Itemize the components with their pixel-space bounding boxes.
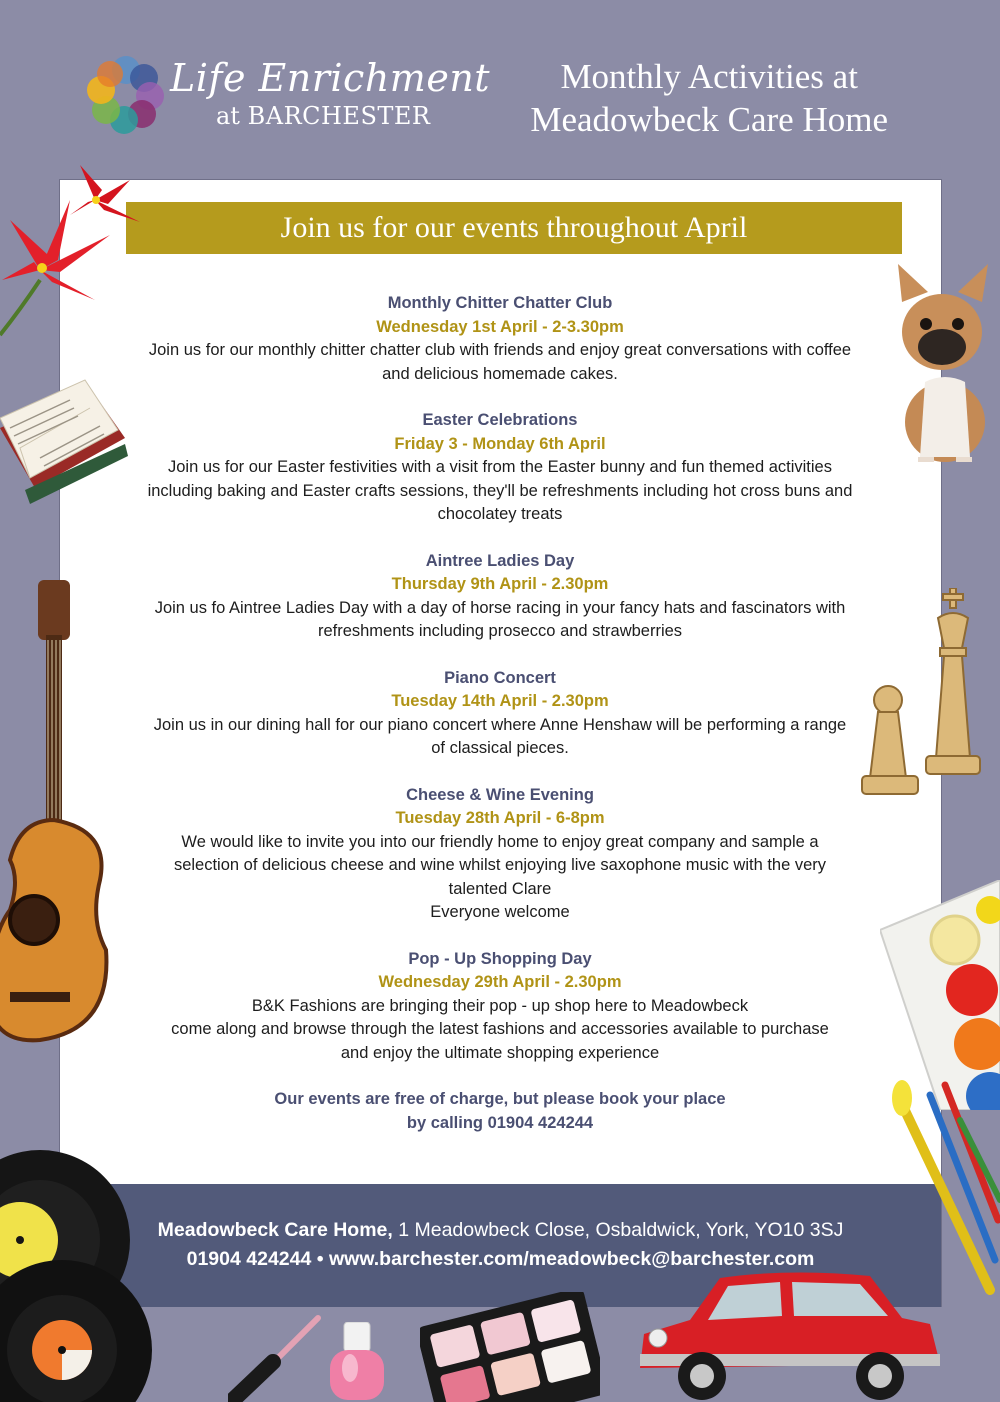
footer-address: 1 Meadowbeck Close, Osbaldwick, York, YO10 3SJ [392,1219,844,1241]
events-list [120,292,880,1135]
booking-note-line1: Our events are free of charge, but please book your place [274,1090,726,1108]
event-item [120,292,880,386]
event-date: Thursday 9th April - 2.30pm [391,575,609,593]
event-description-line: and delicious homemade cakes. [382,364,618,383]
event-description-line: Join us in our dining hall for our piano concert where Anne Henshaw will be performing a range [153,715,847,734]
watercolor-palette-icon [880,880,1000,1110]
event-description [120,339,880,386]
logo-at-text: at [216,102,240,130]
red-mini-car-icon [630,1268,950,1402]
event-description-line: of classical pieces. [431,739,569,757]
logo-flower-icon [86,54,166,134]
vinyl-records-icon [0,1150,160,1402]
logo-script-text: Life Enrichment [170,56,491,100]
lily-flower-icon [0,160,150,350]
page-title-line2: Meadowbeck Care Home [530,100,888,139]
event-item [120,667,880,761]
logo-barchester-text: BARCHESTER [247,102,431,130]
event-description-line: talented Clare [448,879,552,898]
footer-home-name: Meadowbeck Care Home, [157,1219,393,1241]
booking-note-line2: by calling 01904 424244 [406,1113,594,1132]
event-description-line: B&K Fashions are bringing their pop - up shop here to Meadowbeck [251,996,749,1015]
event-description-line: Join us for our Easter festivities with a visit from the Easter bunny and fun themed activities [168,458,832,476]
logo-subtitle [216,102,430,130]
event-description-line: and enjoy the ultimate shopping experience [340,1043,660,1062]
page-title [530,56,888,142]
event-description-line: Everyone welcome [430,903,570,921]
event-description [120,714,880,761]
event-description-line: Join us for our monthly chitter chatter club with friends and enjoy great conversations with coffee [148,341,852,359]
event-description-line: selection of delicious cheese and wine whilst enjoying live saxophone music with the very [173,856,827,874]
event-title: Monthly Chitter Chatter Club [387,294,613,312]
lip-gloss-icon [228,1312,328,1402]
event-description [120,995,880,1066]
events-card [59,179,942,1307]
event-title: Pop - Up Shopping Day [408,949,592,968]
paint-brushes-icon [890,1080,1000,1300]
event-description-line: We would like to invite you into our friendly home to enjoy great company and sample a [181,832,819,851]
event-date: Wednesday 1st April - 2-3.30pm [376,317,624,336]
chess-pieces-icon [858,588,1000,806]
barchester-logo [86,52,491,142]
event-item [120,409,880,527]
event-date: Tuesday 14th April - 2.30pm [391,692,609,710]
event-item [120,550,880,644]
event-date: Friday 3 - Monday 6th April [394,434,606,453]
page-title-line1: Monthly Activities at [560,57,858,96]
acoustic-guitar-icon [0,580,110,1050]
event-description-line: including baking and Easter crafts sessions, they'll be refreshments including hot cross buns and [147,481,853,500]
events-banner: Join us for our events throughout April [126,202,902,254]
event-description-line: chocolatey treats [437,505,563,523]
event-description [120,831,880,925]
event-description-line: refreshments including prosecco and strawberries [317,622,683,640]
footer-contact-line: 01904 424244 • www.barchester.com/meadowbeck@barchester.com [186,1248,815,1270]
event-description [120,597,880,644]
event-title: Aintree Ladies Day [425,551,575,570]
event-date: Tuesday 28th April - 6-8pm [395,809,605,827]
event-title: Easter Celebrations [422,411,578,429]
event-description-line: Join us fo Aintree Ladies Day with a day of horse racing in your fancy hats and fascinators with [154,598,846,617]
event-description-line: come along and browse through the latest fashions and accessories available to purchase [171,1020,829,1038]
nail-polish-icon [322,1322,392,1402]
booking-note [120,1088,880,1135]
event-description [120,456,880,527]
event-item [120,948,880,1066]
event-date: Wednesday 29th April - 2.30pm [378,973,622,991]
makeup-palette-icon [420,1292,600,1402]
french-bulldog-icon [890,262,1000,462]
open-book-icon [0,378,130,518]
footer-address-line [60,1216,941,1245]
event-item [120,784,880,925]
event-title: Cheese & Wine Evening [406,785,594,804]
event-title: Piano Concert [444,668,556,687]
